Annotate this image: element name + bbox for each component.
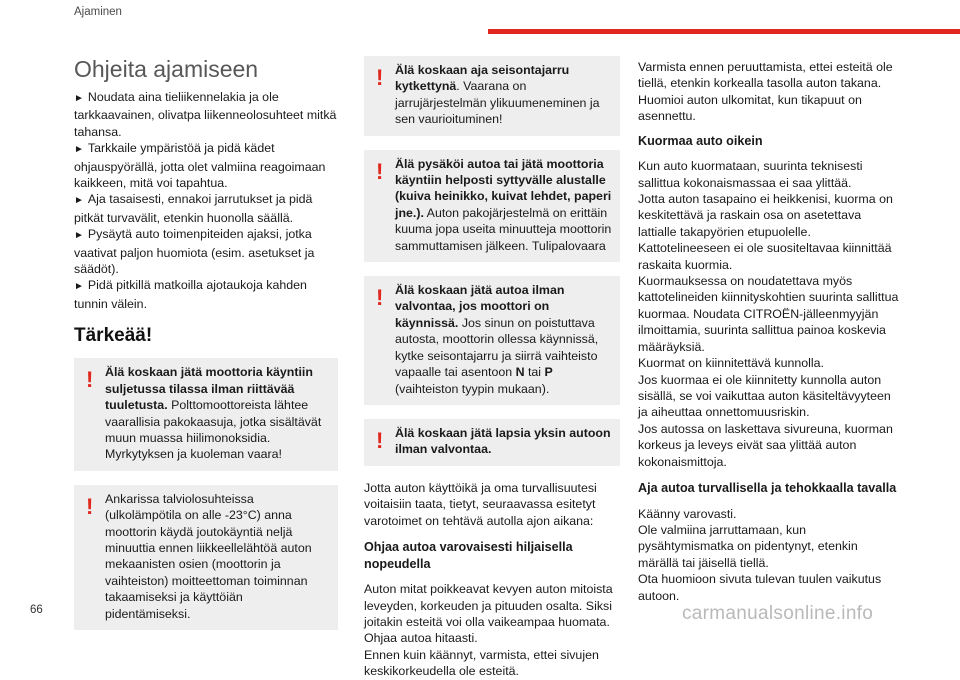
column-1: [74, 52, 338, 644]
paragraph-block: Käänny varovasti. Ole valmiina jarruttamaan, kun pysähtymismatka on pidentynyt, etenkin märällä tai jäisellä tiellä. Ota huomioon sivuta tulevan tuulen vaikutus autoon.: [638, 506, 882, 603]
bullet-item: ► Pidä pitkillä matkoilla ajotaukoja kahden tunnin välein.: [74, 278, 307, 311]
exclamation-icon: !: [376, 158, 384, 184]
page-title: Ohjeita ajamiseen: [74, 56, 259, 82]
paragraph-block: Auton mitat poikkeavat kevyen auton mitoista leveyden, korkeuden ja pituuden osalta. Siksi joitakin esteitä voi olla vaikeampaa huomata. Ohjaa autoa hitaasti. Ennen kuin käännyt, varmista, ettei sivujen keskikorkeudella ole esteitä.: [364, 582, 613, 679]
exclamation-icon: !: [376, 427, 384, 453]
warning-box: ! Älä koskaan aja seisontajarru kytkettynä. Vaarana on jarrujärjestelmän ylikuumeneminen ja sen vaurioituminen!: [364, 56, 620, 136]
important-heading: Tärkeää!: [74, 325, 153, 347]
paragraph: Varmista ennen peruuttamista, ettei esteitä ole tiellä, etenkin korkealla tasolla auton takana. Huomioi auton ulkomitat, kun tikapuut on asennettu.: [638, 60, 893, 124]
column-2: [364, 52, 620, 680]
warning-box: ! Älä koskaan jätä lapsia yksin autoon ilman valvontaa.: [364, 419, 620, 466]
arrow-icon: ►: [74, 230, 84, 242]
subheading: Aja autoa turvallisella ja tehokkaalla tavalla: [638, 480, 897, 495]
subheading: Ohjaa autoa varovaisesti hiljaisella nopeudella: [364, 539, 573, 571]
paragraph-block: Kun auto kuormataan, suurinta teknisesti sallittua kokonaismassaa ei saa ylittää. Jotta auton tasapaino ei heikkenisi, kuorma on keskitettävä ja raskain osa on asetettava lattialle takapyörien etupuolelle. Kattotelineeseen ei ole suositeltavaa kiinnittää raskaita kuormia. Kuormauksessa on noudatettava myös kattotelineiden kiinnityskohtien suurinta sallittua kuormaa. Noudata CITROËN-jälleenmyyjän ilmoittamia, suurinta sallittua painoa koskevia määräyksiä. Kuormat on kiinnitettävä kunnolla. Jos kuormaa ei ole kiinnitetty kunnolla auton sisällä, se voi vaikuttaa auton käsiteltävyyteen ja aiheuttaa onnettomuusriskin. Jos autossa on laskettava sivureuna, kuorman korkeus ja leveys eivät saa ylittää auton kokonaismittoja.: [638, 159, 899, 469]
warning-box: ! Älä koskaan jätä autoa ilman valvontaa, jos moottori on käynnissä. Jos sinun on poistuttava autosta, moottorin ollessa käynnissä, kytke seisontajarru ja siirrä vaihteisto vapaalle tai asentoon N tai P (vaihteiston tyypin mukaan).: [364, 276, 620, 405]
column-3: [638, 59, 900, 604]
arrow-icon: ►: [74, 144, 84, 156]
subheading: Kuormaa auto oikein: [638, 133, 763, 148]
arrow-icon: ►: [74, 281, 84, 293]
warning-box: ! Älä koskaan jätä moottoria käyntiin suljetussa tilassa ilman riittävää tuuletusta. Polttomoottoreista lähtee vaarallisia pakokaasuja, jotka sisältävät muun muassa hiilimonoksidia. Myrkytyksen ja kuoleman vaara!: [74, 358, 338, 470]
watermark: carmanualsonline.info: [682, 603, 874, 624]
arrow-icon: ►: [74, 195, 84, 207]
exclamation-icon: !: [86, 493, 94, 519]
bullet-item: ► Pysäytä auto toimenpiteiden ajaksi, jotka vaativat paljon huomiota (esim. asetukset ja säädöt).: [74, 227, 315, 277]
bullet-item: ► Noudata aina tieliikennelakia ja ole tarkkaavainen, olivatpa liikenneolosuhteet mitkä tahansa.: [74, 90, 337, 139]
paragraph: Jotta auton käyttöikä ja oma turvallisuutesi voitaisiin taata, tietyt, seuraavassa esitetyt varotoimet on tehtävä autolla ajon aikana:: [364, 480, 597, 528]
exclamation-icon: !: [86, 367, 94, 393]
bullet-item: ► Tarkkaile ympäristöä ja pidä kädet ohjauspyörällä, jotta olet valmiina reagoimaan kaikkeen, mitä voi tapahtua.: [74, 141, 326, 191]
page-number: 66: [30, 604, 43, 616]
header-accent-bar: [488, 29, 960, 34]
section-label: Ajaminen: [74, 6, 122, 18]
bullet-item: ► Aja tasaisesti, ennakoi jarrutukset ja pidä pitkät turvavälit, etenkin huonolla säällä.: [74, 192, 313, 225]
arrow-icon: ►: [74, 93, 84, 104]
warning-box: ! Ankarissa talviolosuhteissa (ulkolämpötila on alle -23°C) anna moottorin käydä joutokäyntiä neljä minuuttia ennen liikkeellelähtöä auton mekaanisten osien (moottorin ja vaihteiston) moitteettoman toiminnan takaamiseksi ja käyttöiän pidentämiseksi.: [74, 485, 338, 630]
warning-box: ! Älä pysäköi autoa tai jätä moottoria käyntiin helposti syttyvälle alustalle (kuiva heinikko, kuivat lehdet, paperi jne.). Auton pakojärjestelmä on erittäin kuuma jopa useita minuutteja moottorin sammuttamisen jälkeen. Tulipalovaara: [364, 150, 620, 262]
exclamation-icon: !: [376, 65, 384, 90]
exclamation-icon: !: [376, 285, 384, 311]
